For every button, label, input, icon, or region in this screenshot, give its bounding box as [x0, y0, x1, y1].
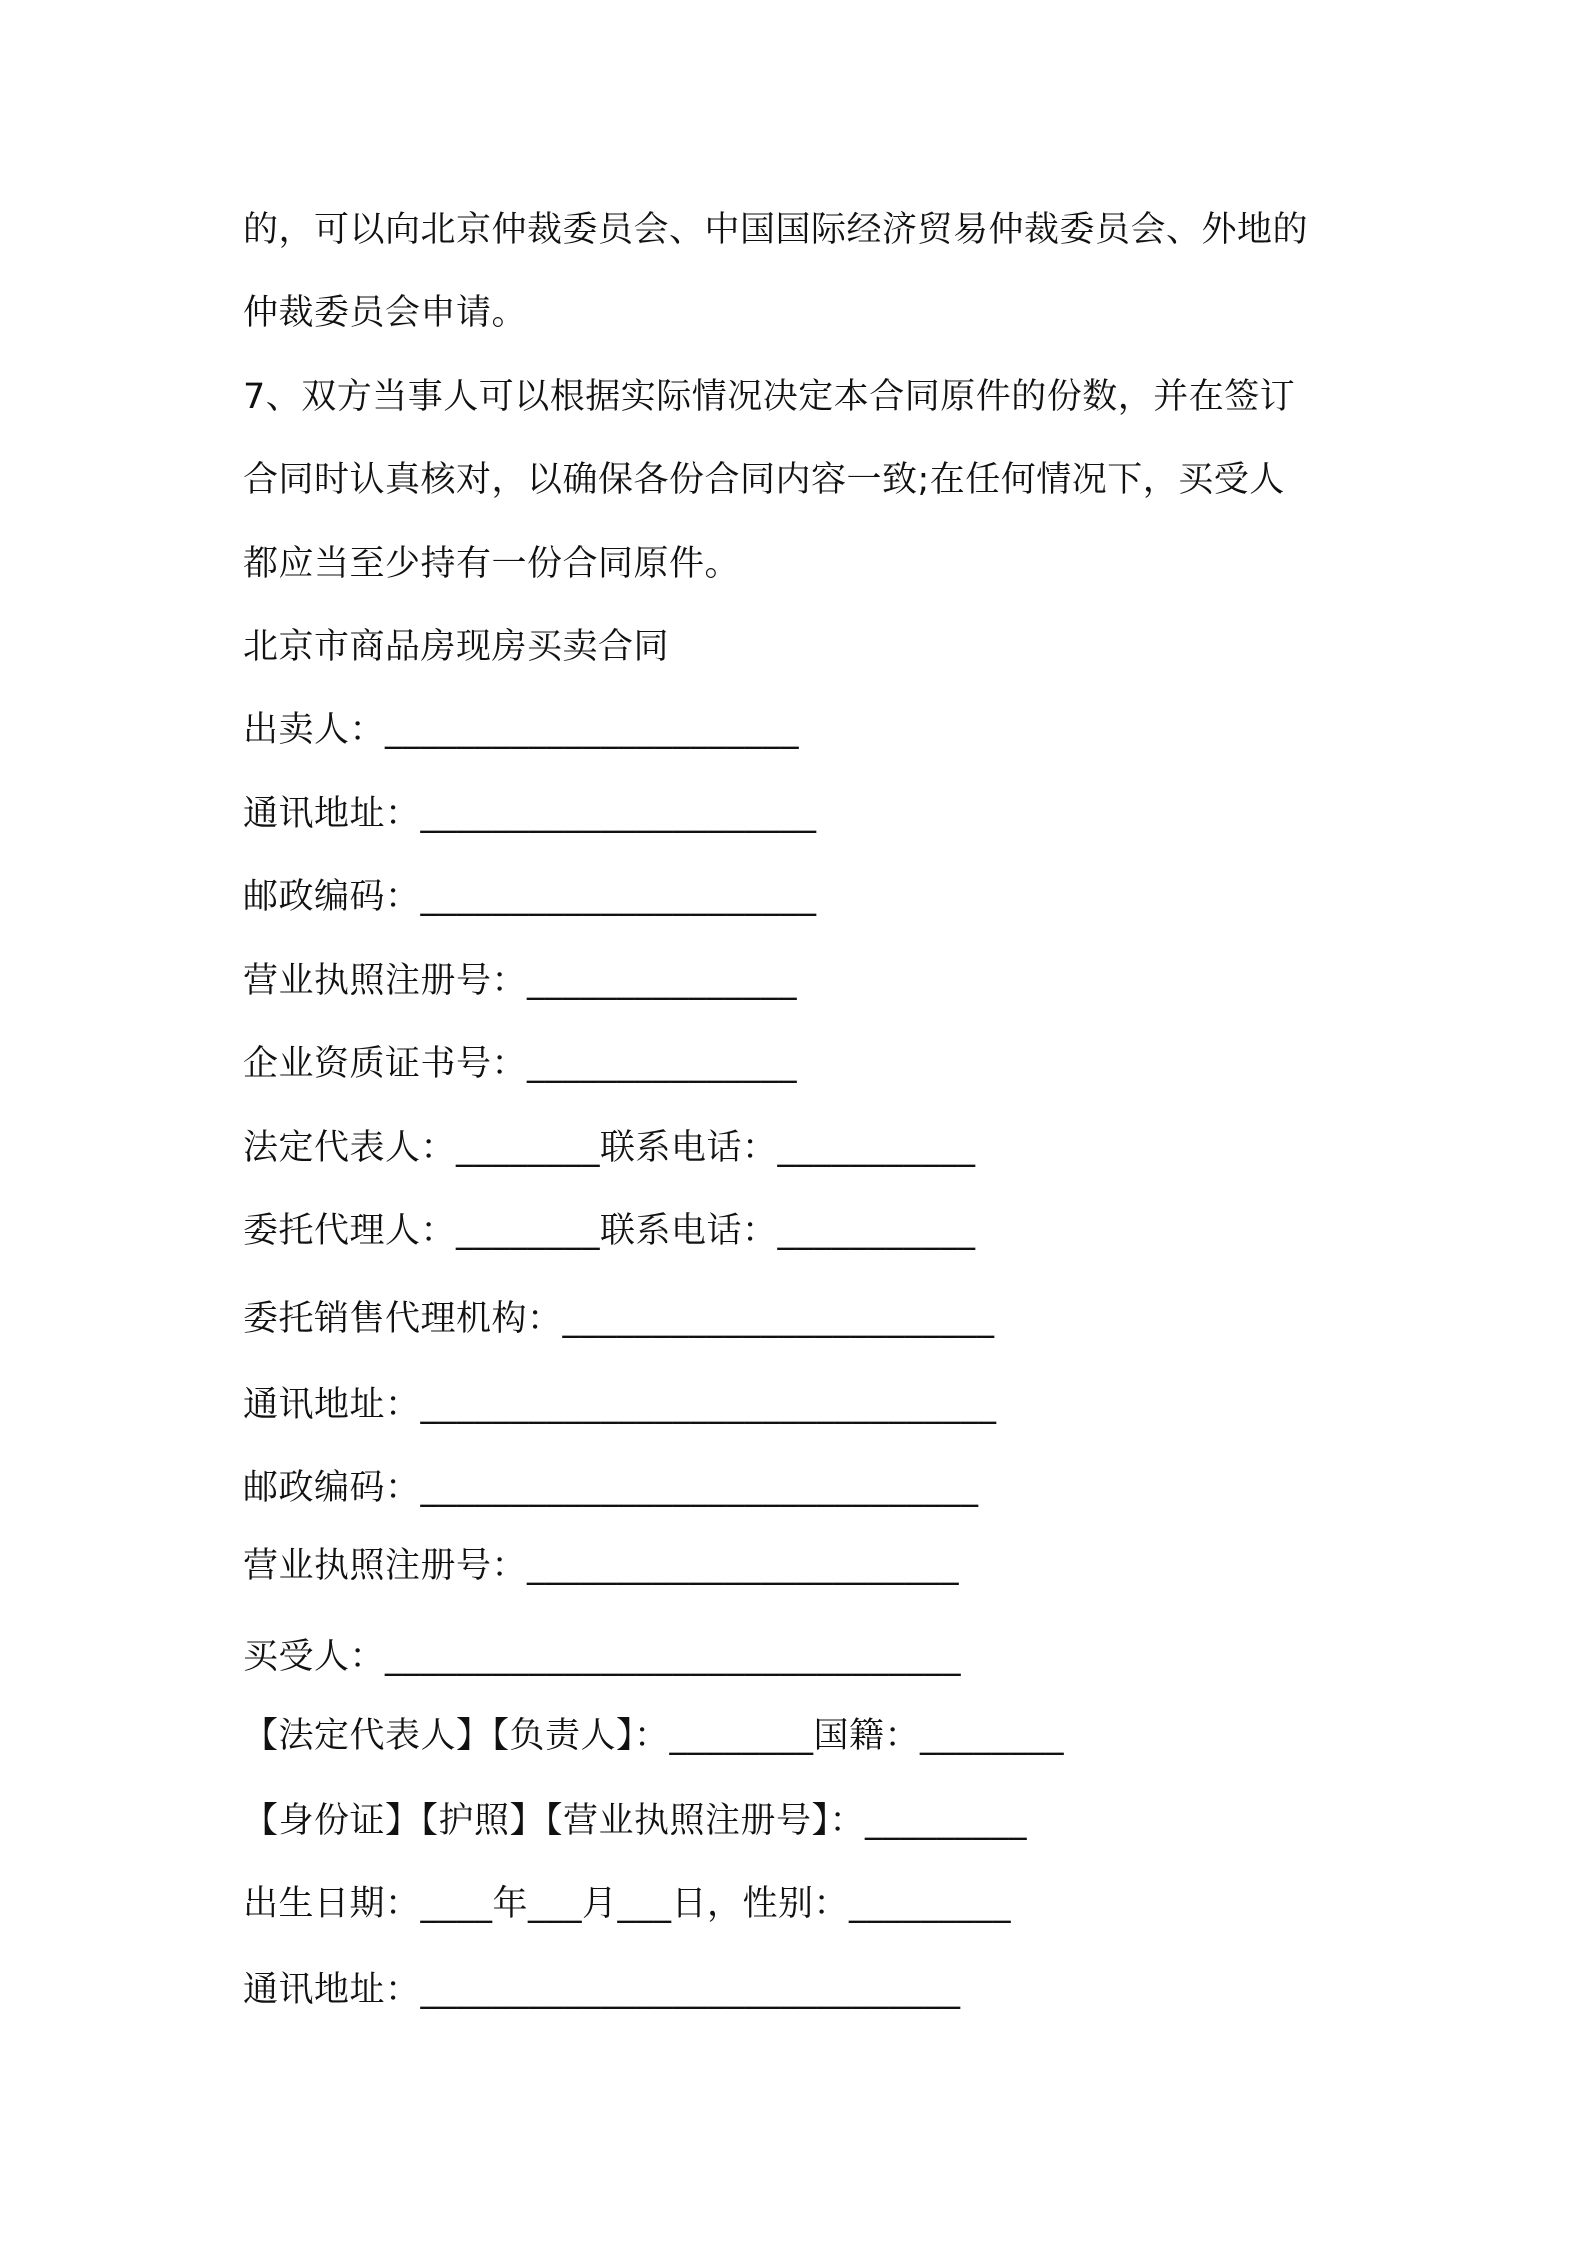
buyer-field: 买受人：________________________________ — [243, 1637, 962, 1677]
clause-7-line-2: 合同时认真核对，以确保各份合同内容一致;在任何情况下，买受人 — [243, 460, 1285, 500]
seller-postcode-field: 邮政编码：______________________ — [243, 877, 817, 917]
seller-qualification-field: 企业资质证书号：_______________ — [243, 1044, 798, 1084]
paragraph-arbitration-line-1: 的，可以向北京仲裁委员会、中国国际经济贸易仲裁委员会、外地的 — [243, 210, 1309, 250]
seller-field: 出卖人：_______________________ — [243, 710, 800, 750]
sales-agency-field: 委托销售代理机构：________________________ — [243, 1299, 995, 1339]
buyer-birth-field: 出生日期：____年___月___日，性别：_________ — [243, 1884, 1012, 1924]
clause-7-line-3: 都应当至少持有一份合同原件。 — [243, 544, 741, 584]
agency-address-field: 通讯地址：________________________________ — [243, 1385, 997, 1425]
contract-title: 北京市商品房现房买卖合同 — [243, 627, 670, 667]
clause-7-line-1: 7、双方当事人可以根据实际情况决定本合同原件的份数，并在签订 — [243, 377, 1296, 417]
buyer-legal-rep-field: 【法定代表人】【负责人】：________国籍：________ — [243, 1716, 1065, 1756]
agency-postcode-field: 邮政编码：_______________________________ — [243, 1468, 979, 1508]
agency-license-field: 营业执照注册号：________________________ — [243, 1546, 960, 1586]
seller-license-field: 营业执照注册号：_______________ — [243, 961, 798, 1001]
seller-address-field: 通讯地址：______________________ — [243, 794, 817, 834]
buyer-id-field: 【身份证】【护照】【营业执照注册号】：_________ — [243, 1801, 1028, 1841]
buyer-address-field: 通讯地址：______________________________ — [243, 1970, 961, 2010]
paragraph-arbitration-line-2: 仲裁委员会申请。 — [243, 293, 528, 333]
agent-field: 委托代理人：________联系电话：___________ — [243, 1211, 976, 1251]
legal-rep-field: 法定代表人：________联系电话：___________ — [243, 1128, 976, 1168]
